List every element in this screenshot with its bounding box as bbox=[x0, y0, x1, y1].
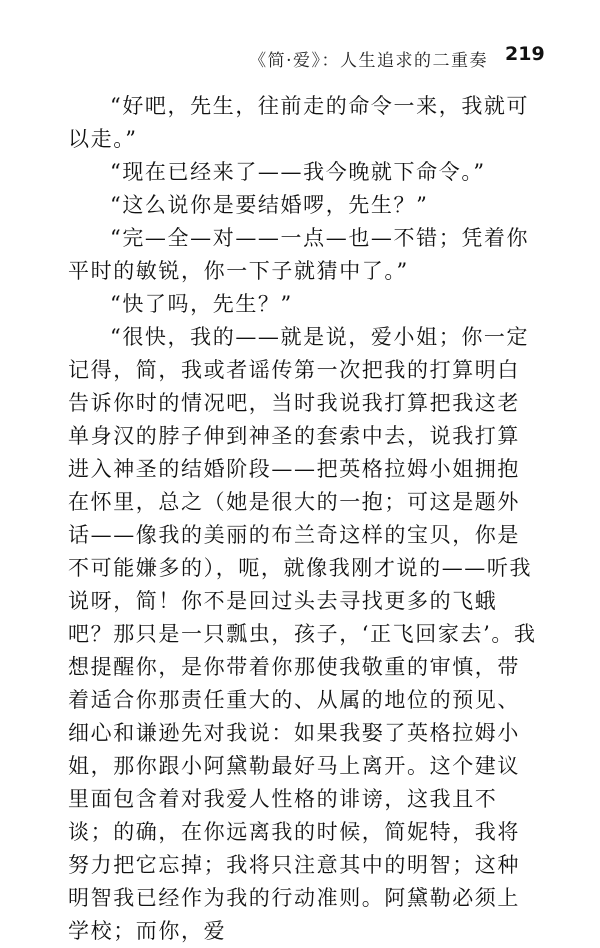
body-text bbox=[68, 90, 538, 948]
paragraph: “很快，我的——就是说，爱小姐；你一定记得，简，我或者谣传第一次把我的打算明白告诉你时的情况吧，当时我说我打算把我这老单身汉的脖子伸到神圣的套索中去，说我打算进入神圣的结婚阶段——把英格拉姆小姐拥抱在怀里，总之（她是很大的一抱；可这是题外话——像我的美丽的布兰奇这样的宝贝，你是不可能嫌多的），呃，就像我刚才说的——听我说呀，简！你不是回过头去寻找更多的飞蛾吧？那只是一只瓢虫，孩子，‘正飞回家去’。我想提醒你，是你带着你那使我敬重的审慎，带着适合你那责任重大的、从属的地位的预见、细心和谦逊先对我说：如果我娶了英格拉姆小姐，那你跟小阿黛勒最好马上离开。这个建议里面包含着对我爱人性格的诽谤，这我且不谈；的确，在你远离我的时候，简妮特，我将努力把它忘掉；我将只注意其中的明智；这种明智我已经作为我的行动准则。阿黛勒必须上学校；而你，爱 bbox=[68, 325, 537, 943]
paragraph: “好吧，先生，往前走的命令一来，我就可以走。” bbox=[68, 94, 530, 151]
running-header bbox=[0, 40, 600, 76]
paragraph: “快了吗，先生？” bbox=[110, 292, 293, 316]
running-title: 《简·爱》：人生追求的二重奏 bbox=[249, 51, 488, 71]
paragraph: “完—全—对——一点—也—不错；凭着你平时的敏锐，你一下子就猜中了。” bbox=[68, 226, 530, 283]
paragraph: “现在已经来了——我今晚就下命令。” bbox=[110, 160, 486, 184]
page-number: 219 bbox=[505, 43, 545, 65]
paragraph: “这么说你是要结婚啰，先生？” bbox=[110, 193, 429, 217]
